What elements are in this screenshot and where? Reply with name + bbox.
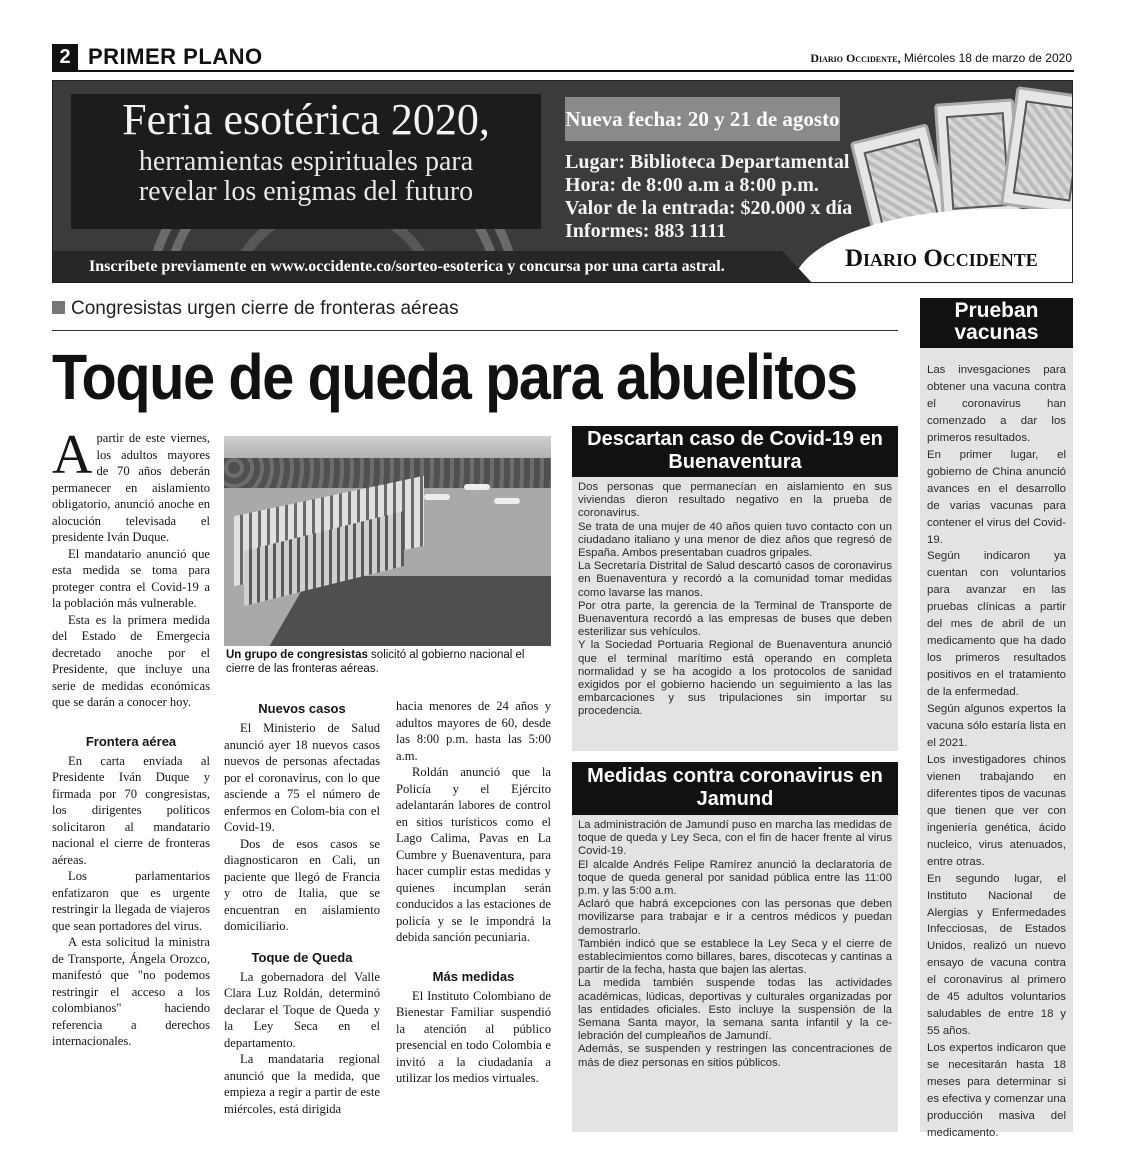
sidebar-title: Prueban vacunas — [920, 298, 1073, 348]
article-paragraph: A esta solicitud la ministra de Transporte, Ángela Orozco, manifestó que "no podemos restringir el acceso a los colombianos" haciendo referencia a derechos internacionales. — [52, 935, 210, 1048]
box-paragraph: Además, se suspenden y restringen las concentraciones de más de diez personas en sitios públicos. — [578, 1043, 892, 1069]
ad-info-line: Lugar: Biblioteca Departamental — [565, 151, 850, 173]
buenaventura-news-box — [572, 426, 898, 751]
ad-footer-text: Inscríbete previamente en www.occidente.co/sorteo-esoterica y concursa por una carta astral. — [89, 258, 725, 275]
page-number: 2 — [52, 44, 78, 70]
box-paragraph: Por otra parte, la gerencia de la Terminal de Transporte de Buenaventura recordó a las empresas de buses que deben esterilizar sus vehículos. — [578, 599, 892, 639]
ad-subtitle-line: herramientas espirituales para — [138, 146, 474, 177]
box-paragraph: La medida también suspende todas las actividades académicas, lúdicas, deportivas y culturales organizadas por las entidades oficiales. Esto incluye la suspensión de la Semana Santa mayor, la semana santa infantil y la ce-lebración del cumpleaños de Jamundí. — [578, 977, 892, 1043]
article-column-1 — [52, 424, 210, 1050]
ad-info-line: Hora: de 8:00 a.m a 8:00 p.m. — [565, 174, 819, 196]
article-kicker — [52, 298, 459, 320]
caption-bold: Un grupo de congresistas — [226, 649, 368, 661]
article-paragraph — [52, 424, 210, 546]
article-paragraph: Roldán anunció que la Policía y el Ejército adelantarán labores de control en sitios turísticos como el Lago Calima, Pavas en La Cumbre y Buenaventura, para hacer cumplir estas medidas y quienes incumplan serán conducidos a las estaciones de policía y se le impondrá la debida sanción pecuniaria. — [396, 765, 551, 944]
sidebar-paragraph: Según indicaron ya cuentan con voluntarios para avanzar en las pruebas clínicas a partir del mes de abril de un medicamento que ha dado los primeros resultados positivos en el tratamiento de la enfermedad. — [927, 550, 1066, 699]
sidebar-paragraph: Las invesgaciones para obtener una vacuna contra el coronavirus han comenzado a dar los primeros resultados. — [927, 364, 1066, 444]
ad-newspaper-logo: Diario Occidente — [845, 245, 1038, 272]
article-paragraph: La gobernadora del Valle Clara Luz Roldán, determinó declarar el Toque de Queda y la Ley Seca en el departamento. — [224, 969, 380, 1050]
subheading: Nuevos casos — [258, 701, 346, 716]
article-column-2 — [224, 693, 380, 1117]
jamundi-news-box — [572, 762, 898, 1132]
article-paragraph: La mandataria regional anunció que la medida, que empieza a regir a partir de este miércoles, está dirigida — [224, 1052, 380, 1116]
sidebar-paragraph: En segundo lugar, el Instituto Nacional de Alergias y Enfermedades Infecciosas, de Estados Unidos, realizó un nuevo ensayo de vacuna contra el coronavirus al primero de 45 adultos voluntarios saludables de entre 18 y 55 años. — [927, 872, 1066, 1038]
article-paragraph: Esta es la primera medida del Estado de Emergecia decretado anoche por el Presidente, que incluye una serie de medidas económicas que se darán a conocer hoy. — [52, 612, 210, 709]
box-paragraph: La administración de Jamundí puso en marcha las medidas de toque de queda y Ley Seca, con el fin de hacer frente al virus Covid-19. — [578, 819, 892, 858]
sidebar-body — [920, 348, 1073, 1142]
article-paragraph: El Ministerio de Salud anunció ayer 18 nuevos casos nuevos de personas afectadas por el coronavirus, con lo que asciende a 75 el número de enfermos en Colom-bia con el Covid-19. — [224, 721, 380, 834]
subheading: Más medidas — [432, 968, 515, 984]
ad-info-line: Valor de la entrada: $20.000 x día — [565, 197, 853, 219]
sidebar-paragraph: Según algunos expertos la vacuna sólo estaría lista en el 2021. — [927, 703, 1066, 749]
kicker-text: Congresistas urgen cierre de fronteras aéreas — [71, 298, 459, 319]
box-paragraph: El alcalde Andrés Felipe Ramírez anunció la declaratoria de toque de queda general por sanidad pública entre las 11:00 p.m. y las 5:00 a.m. — [578, 858, 892, 898]
ad-title: Feria esotérica 2020, — [122, 95, 490, 144]
newspaper-name: Diario Occidente, — [810, 51, 901, 65]
article-paragraph: Los parlamentarios enfatizaron que es urgente restringir la llegada de viajeros que sean portadores del virus. — [52, 869, 210, 933]
article-paragraph: En carta enviada al Presidente Iván Duque y firmada por 70 congresistas, los dirigentes políticos solicitaron al mandatario nacional el cierre de fronteras aéreas. — [52, 753, 210, 867]
article-headline: Toque de queda para abuelitos — [52, 341, 857, 413]
box-title: Medidas contra coronavirus en Jamund — [572, 762, 898, 815]
sidebar-paragraph: Los expertos indicaron que se necesitarán hasta 18 meses para determinar si es efectiva y comenzar una producción masiva del medicamento. — [927, 1042, 1066, 1139]
photo-caption — [226, 648, 551, 676]
ad-subtitle — [71, 147, 541, 207]
box-paragraph: Dos personas que permanecían en aislamiento en sus viviendas dieron resultado negativo en la prueba de coronavirus. — [578, 481, 892, 520]
box-paragraph: La Secretaría Distrital de Salud descartó casos de coronavirus en Buenaventura y recordó a la comunidad tomar medidas como lavarse las manos. — [578, 560, 892, 599]
box-paragraph: Aclaró que habrá excepciones con las personas que deben movilizarse para trabajar e ir a centros médicos y puedan demostrarlo. — [578, 898, 892, 937]
article-paragraph: hacia menores de 24 años y adultos mayores de 60, desde las 8:00 p.m. hasta las 5:00 a.m. — [396, 699, 551, 763]
article-paragraph: El mandatario anunció que esta medida se toma para proteger contra el Covid-19 a la población más vulnerable. — [52, 546, 210, 610]
subheading: Toque de Queda — [251, 949, 353, 965]
subheading: Frontera aérea — [85, 733, 177, 749]
square-bullet-icon — [52, 301, 65, 314]
airport-photo — [224, 436, 551, 646]
box-paragraph: Se trata de una mujer de 40 años quien tuvo contacto con un ciudadano italiano y una menor de diez años que regresó de España. Ambos presentaban cuadros gripales. — [578, 520, 892, 560]
masthead-date-line — [810, 50, 1072, 66]
ad-info-line: Informes: 883 1111 — [565, 220, 727, 242]
box-body — [572, 815, 898, 1074]
ad-event-date: Nueva fecha: 20 y 21 de agosto — [565, 107, 840, 131]
drop-cap: A — [52, 424, 93, 486]
box-body — [572, 477, 898, 723]
airplane-image — [424, 494, 450, 500]
ad-event-info — [565, 151, 852, 243]
vaccines-sidebar — [920, 298, 1073, 1139]
article-paragraph: Dos de esos casos se diagnosticaron en Cali, un paciente que llegó de Francia y otro de Italia, que se encuentran en aislamiento domiciliario. — [224, 836, 380, 933]
box-paragraph: También indicó que se establece la Ley Seca y el cierre de establecimientos como billares, bares, discotecas y cantinas a partir de la fecha, hasta que bajen las alertas. — [578, 937, 892, 977]
sidebar-paragraph: En primer lugar, el gobierno de China anunció avances en el desarrollo de varias vacunas para contener el virus del Covid-19. — [927, 448, 1066, 546]
box-paragraph: Y la Sociedad Portuaria Regional de Buenaventura anunció que el terminal marítimo está operando en completa normalidad y se ha acogido a los protocolos de sanidad exigidos por el gobierno haciendo un seguimiento a las las embarcaciones y sus tripulaciones sin importar su procedencia. — [578, 639, 892, 718]
divider — [52, 330, 898, 331]
caption-text: solicitó al gobierno nacional el cierre de las fronteras aéreas. — [226, 649, 525, 675]
article-column-3 — [396, 698, 551, 1087]
ad-subtitle-line: revelar los enigmas del futuro — [138, 176, 474, 207]
airplane-image — [464, 484, 490, 490]
section-title: PRIMER PLANO — [88, 44, 263, 69]
issue-date: Miércoles 18 de marzo de 2020 — [903, 51, 1072, 65]
sidebar-paragraph: Los investigadores chinos vienen trabajando en diferentes tipos de vacunas que tienen que ver con ingeniería genética, ácido nucleico, virus atenuados, entre otras. — [927, 753, 1066, 868]
article-paragraph: El Instituto Colombiano de Bienestar Familiar suspendió la atención al público presencial en todo Colombia e invitó a la ciudadanía a utilizar los medios virtuales. — [396, 988, 551, 1085]
paragraph-text: partir de este viernes, los adultos mayores de 70 años deberán permanecer en aislamiento obligatorio, anunció anoche en alocución televisada el presidente Iván Duque. — [52, 431, 210, 544]
page-header — [52, 42, 1074, 72]
airplane-image — [494, 498, 520, 504]
advertisement-banner — [52, 80, 1073, 283]
box-title: Descartan caso de Covid-19 en Buenaventura — [572, 426, 898, 477]
